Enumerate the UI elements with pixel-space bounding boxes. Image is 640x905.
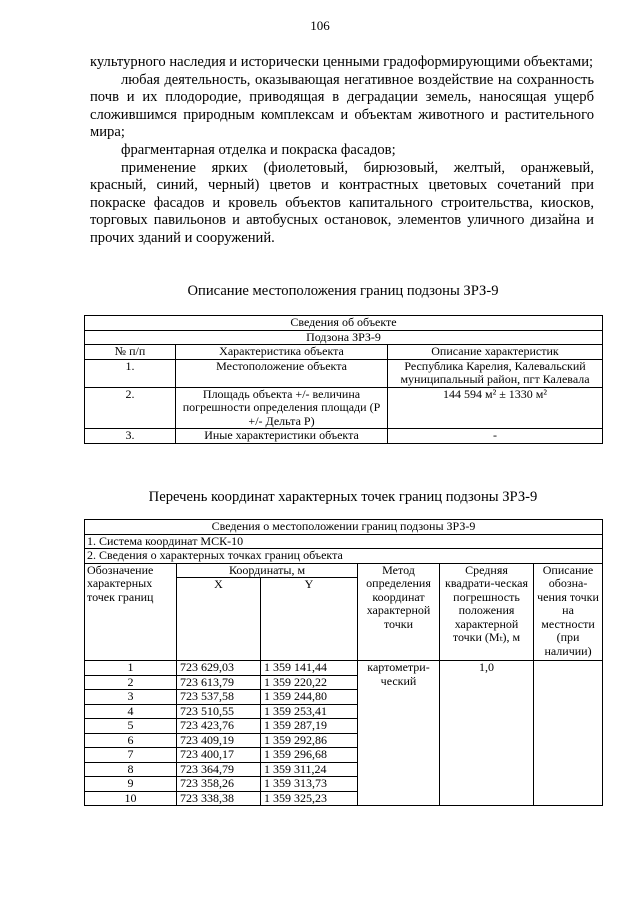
paragraph: применение ярких (фиолетовый, бирюзовый, желтый, оранжевый, красный, синий, черный) цветов и контрастных цветовых сочетаний при покраске фасадов и кровель объектов капитального строительства, киосков, торговых павильонов и автобусных остановок, элементов уличного дизайна и прочих зданий и сооружений. [90, 159, 594, 246]
point-number: 8 [85, 762, 177, 777]
point-y: 1 359 313,73 [261, 777, 358, 792]
point-y: 1 359 244,80 [261, 690, 358, 705]
table-row [85, 661, 603, 676]
point-x: 723 629,03 [177, 661, 261, 676]
error-value: 1,0 [440, 661, 534, 806]
point-y: 1 359 325,23 [261, 791, 358, 806]
point-x: 723 358,26 [177, 777, 261, 792]
table-header: Сведения об объекте [85, 316, 603, 331]
method-value: картометри-ческий [358, 661, 440, 806]
point-number: 3 [85, 690, 177, 705]
row-number: 2. [85, 387, 176, 429]
paragraph: любая деятельность, оказывающая негативное воздействие на сохранность почв и их плодородие, приводящая в деградации земель, наносящая ущерб сложившимся природным комплексам и объектам животного и растительного мира; [90, 71, 594, 141]
column-header: Характеристика объекта [176, 345, 388, 360]
row-characteristic: Площадь объекта +/- величина погрешности определения площади (Р +/- Дельта Р) [176, 387, 388, 429]
point-y: 1 359 311,24 [261, 762, 358, 777]
point-y: 1 359 292,86 [261, 733, 358, 748]
point-y: 1 359 220,22 [261, 675, 358, 690]
point-y: 1 359 287,19 [261, 719, 358, 734]
point-x: 723 409,19 [177, 733, 261, 748]
coordinate-system: 1. Система координат МСК-10 [85, 534, 603, 549]
point-x: 723 613,79 [177, 675, 261, 690]
point-y: 1 359 253,41 [261, 704, 358, 719]
section-title-boundaries: Описание местоположения границ подзоны ЗРЗ-9 [187, 283, 499, 299]
point-x: 723 338,38 [177, 791, 261, 806]
point-x: 723 423,76 [177, 719, 261, 734]
table-header: Сведения о местоположении границ подзоны ЗРЗ-9 [85, 520, 603, 535]
column-header-designation: Обозначение характерных точек границ [85, 563, 177, 661]
row-characteristic: Иные характеристики объекта [176, 429, 388, 444]
coordinates-table [84, 519, 603, 806]
point-number: 9 [85, 777, 177, 792]
column-header-method: Метод определения координат характерной точки [358, 563, 440, 661]
page-number: 106 [310, 18, 330, 33]
point-number: 2 [85, 675, 177, 690]
point-number: 1 [85, 661, 177, 676]
object-info-table [84, 315, 603, 444]
column-header-coordinates: Координаты, м [177, 563, 358, 578]
column-header: № п/п [85, 345, 176, 360]
row-number: 3. [85, 429, 176, 444]
point-y: 1 359 141,44 [261, 661, 358, 676]
point-x: 723 364,79 [177, 762, 261, 777]
row-description: Республика Карелия, Калевальский муниципальный район, пгт Калевала [388, 359, 603, 387]
point-number: 7 [85, 748, 177, 763]
row-number: 1. [85, 359, 176, 387]
point-x: 723 537,58 [177, 690, 261, 705]
description-value [534, 661, 603, 806]
table-row [85, 387, 603, 429]
point-x: 723 400,17 [177, 748, 261, 763]
row-description: 144 594 м² ± 1330 м² [388, 387, 603, 429]
point-y: 1 359 296,68 [261, 748, 358, 763]
paragraph: фрагментарная отделка и покраска фасадов; [121, 141, 396, 158]
table-row [85, 429, 603, 444]
table-subheader: Подзона ЗРЗ-9 [85, 330, 603, 345]
table-column-headers [85, 345, 603, 360]
row-description: - [388, 429, 603, 444]
column-header-x: X [177, 578, 261, 661]
paragraph: культурного наследия и исторически ценными градоформирующими объектами; [90, 54, 594, 70]
column-header: Описание характеристик [388, 345, 603, 360]
point-number: 10 [85, 791, 177, 806]
points-header: 2. Сведения о характерных точках границ объекта [85, 549, 603, 564]
table-row [85, 359, 603, 387]
body-text [90, 54, 594, 248]
column-header-error: Средняя квадрати-ческая погрешность положения характерной точки (Mₜ), м [440, 563, 534, 661]
point-number: 4 [85, 704, 177, 719]
point-number: 6 [85, 733, 177, 748]
point-number: 5 [85, 719, 177, 734]
row-characteristic: Местоположение объекта [176, 359, 388, 387]
point-x: 723 510,55 [177, 704, 261, 719]
section-title-coordinates: Перечень координат характерных точек границ подзоны ЗРЗ-9 [148, 489, 538, 505]
column-header-description: Описание обозна-чения точки на местности (при наличии) [534, 563, 603, 661]
column-header-y: Y [261, 578, 358, 661]
